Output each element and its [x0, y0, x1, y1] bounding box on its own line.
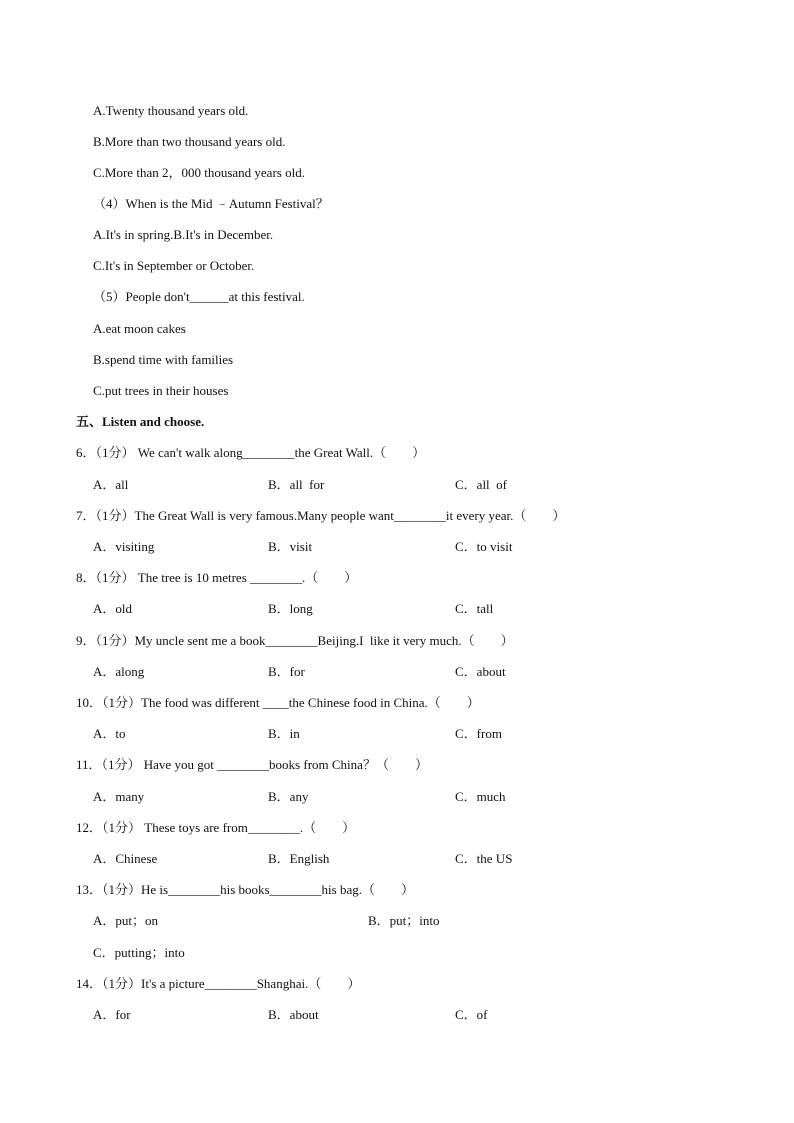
q5-stem: （5）People don't______at this festival. [93, 289, 305, 304]
q5-option-c: C.put trees in their houses [93, 383, 229, 398]
question-14-option-a: A．for [93, 1007, 131, 1022]
question-14-option-c: C．of [455, 1007, 488, 1022]
question-7-option-b: B．visit [268, 539, 313, 554]
question-7-option-a: A．visiting [93, 539, 155, 554]
question-6-option-b: B．all for [268, 477, 325, 492]
question-12-option-b: B．English [268, 851, 330, 866]
question-8-stem: 8．（1分） The tree is 10 metres ________.（ ） [76, 570, 358, 585]
q3-option-c: C.More than 2，000 thousand years old. [93, 165, 305, 180]
question-13-option-a: A．put；on [93, 913, 159, 928]
question-9-option-a: A．along [93, 664, 145, 679]
question-11-option-c: C．much [455, 789, 506, 804]
question-12-option-a: A．Chinese [93, 851, 158, 866]
question-6-option-a: A．all [93, 477, 129, 492]
question-7-option-c: C．to visit [455, 539, 513, 554]
question-11-stem: 11．（1分） Have you got ________books from China？（ ） [76, 757, 428, 772]
question-11-option-b: B．any [268, 789, 309, 804]
q4-option-ab: A.It's in spring.B.It's in December. [93, 227, 274, 242]
section-five-heading: 五、Listen and choose. [76, 414, 205, 429]
question-9-option-c: C．about [455, 664, 506, 679]
question-13-option-c: C．putting；into [93, 945, 185, 960]
question-14-option-b: B．about [268, 1007, 319, 1022]
question-9-option-b: B．for [268, 664, 305, 679]
q4-stem: （4）When is the Mid ﹣Autumn Festival？ [93, 196, 329, 211]
question-10-option-c: C．from [455, 726, 502, 741]
q4-option-c: C.It's in September or October. [93, 258, 255, 273]
question-7-stem: 7．（1分）The Great Wall is very famous.Many people want________it every year.（ ） [76, 508, 566, 523]
q5-option-a: A.eat moon cakes [93, 321, 186, 336]
question-11-option-a: A．many [93, 789, 145, 804]
question-8-option-b: B．long [268, 601, 313, 616]
question-10-option-b: B．in [268, 726, 300, 741]
q3-option-a: A.Twenty thousand years old. [93, 103, 249, 118]
question-13-option-b: B．put；into [368, 913, 440, 928]
q3-option-b: B.More than two thousand years old. [93, 134, 286, 149]
question-6-option-c: C．all of [455, 477, 507, 492]
question-12-option-c: C．the US [455, 851, 513, 866]
question-14-stem: 14．（1分）It's a picture________Shanghai.（ ） [76, 976, 361, 991]
question-6-stem: 6．（1分） We can't walk along________the Great Wall.（ ） [76, 445, 426, 460]
question-10-stem: 10．（1分）The food was different ____the Chinese food in China.（ ） [76, 695, 480, 710]
question-8-option-a: A．old [93, 601, 133, 616]
question-13-stem: 13．（1分）He is________his books________his bag.（ ） [76, 882, 415, 897]
question-9-stem: 9．（1分）My uncle sent me a book________Beijing.I like it very much.（ ） [76, 633, 514, 648]
q5-option-b: B.spend time with families [93, 352, 234, 367]
question-8-option-c: C．tall [455, 601, 494, 616]
question-10-option-a: A．to [93, 726, 126, 741]
question-12-stem: 12．（1分） These toys are from________.（ ） [76, 820, 356, 835]
